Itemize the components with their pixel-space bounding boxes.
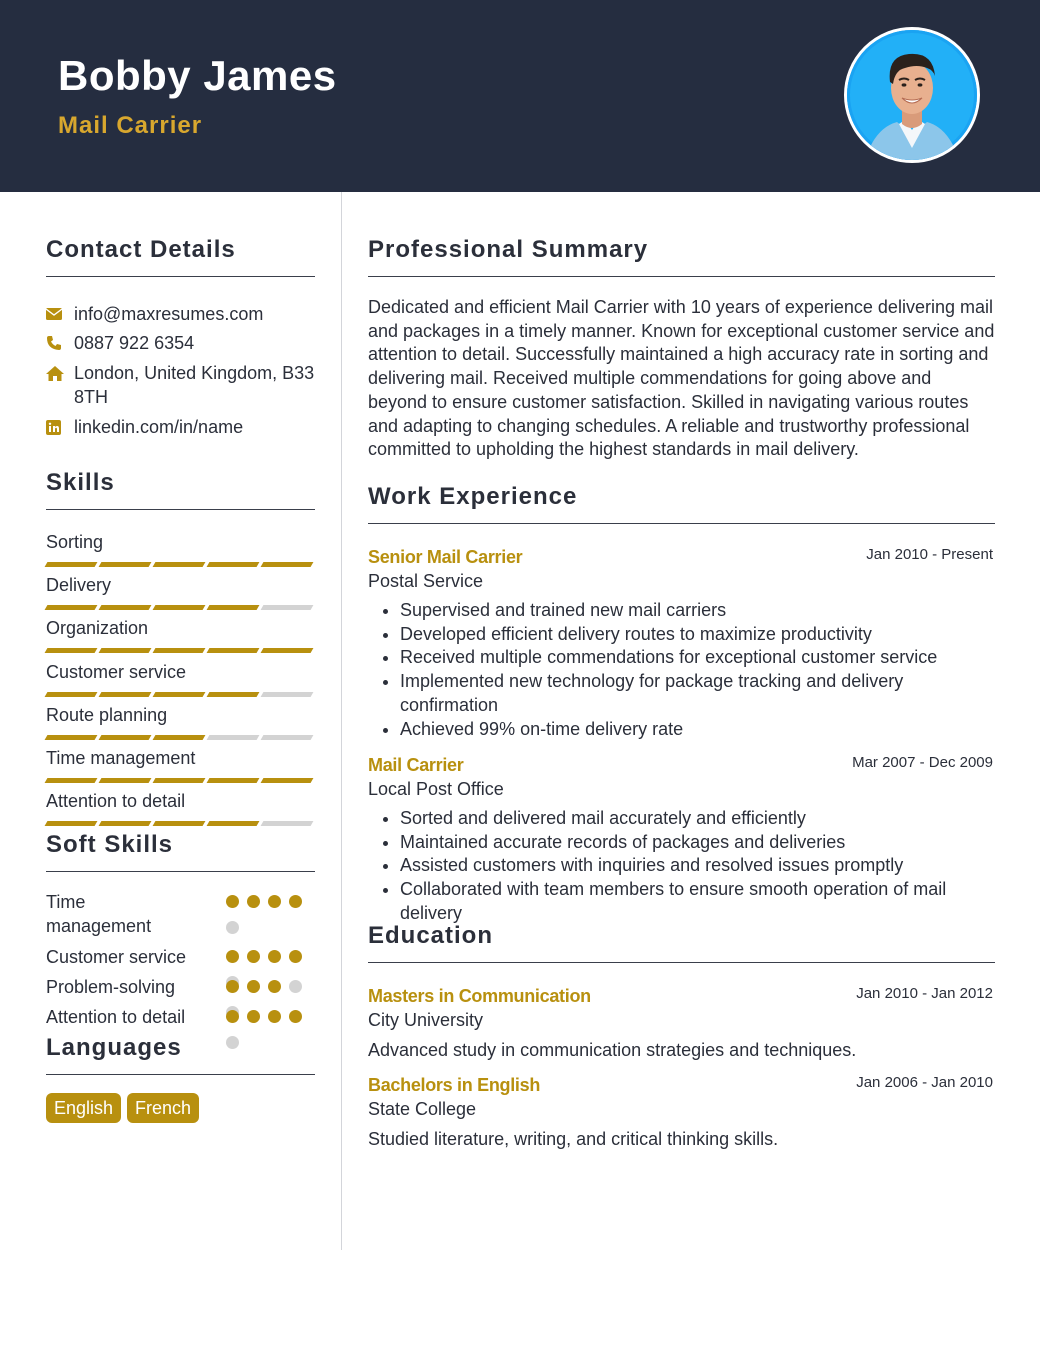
skill-name: Time management [46, 748, 196, 768]
contact-email-text: info@maxresumes.com [74, 304, 264, 324]
soft-skill-item [46, 890, 315, 938]
phone-icon [46, 331, 74, 355]
skill-level-segment [99, 692, 152, 697]
skill-level-segment [207, 648, 260, 653]
rating-dot [268, 980, 281, 993]
skill-level-segment [99, 648, 152, 653]
skill-level-segment [45, 778, 98, 783]
contact-address [46, 361, 315, 409]
contact-phone-text: 0887 922 6354 [74, 333, 195, 353]
skill-level-segment [99, 821, 152, 826]
job-bullet: • Collaborated with team members to ensure smooth operation of mail delivery [400, 878, 995, 925]
soft-skills-section [46, 831, 315, 872]
degree-title: Masters in Communication [368, 986, 591, 1006]
job-bullets [368, 599, 995, 741]
skill-level-segment [153, 562, 206, 567]
skill-level-segment [45, 648, 98, 653]
rating-dot [226, 921, 239, 934]
job-role: Senior Mail Carrier [368, 547, 523, 567]
education-dates: Jan 2006 - Jan 2010 [856, 1074, 993, 1091]
skill-level-bar [46, 648, 315, 653]
skill-item [46, 747, 315, 783]
skill-name: Customer service [46, 661, 187, 682]
job-bullet: • Developed efficient delivery routes to maximize productivity [400, 623, 995, 647]
education-dates: Jan 2010 - Jan 2012 [856, 985, 993, 1002]
job-role: Mail Carrier [368, 755, 464, 775]
experience-section [368, 483, 995, 524]
skill-level-bar [46, 605, 315, 610]
skill-level-segment [207, 735, 260, 740]
skill-level-segment [99, 562, 152, 567]
resume-header [0, 0, 1040, 192]
skill-item [46, 661, 315, 697]
education-entry [368, 1073, 995, 1151]
rating-dot [289, 1010, 302, 1023]
skill-item [46, 790, 315, 826]
education-section [368, 922, 995, 963]
skill-item [46, 531, 315, 567]
rating-dot [289, 950, 302, 963]
job-dates: Mar 2007 - Dec 2009 [852, 754, 993, 771]
job-bullet: • Supervised and trained new mail carriers [400, 599, 995, 623]
contact-address-text: London, United Kingdom, B33 8TH [74, 363, 315, 407]
skill-level-segment [153, 605, 206, 610]
rating-dot [247, 1010, 260, 1023]
column-divider [341, 192, 342, 1250]
soft-skills-heading: Soft Skills [46, 831, 315, 872]
home-icon [46, 361, 74, 385]
skill-name: Sorting [46, 532, 104, 552]
rating-dot [226, 950, 239, 963]
job-company: Local Post Office [368, 779, 504, 799]
rating-dot [226, 980, 239, 993]
skill-level-segment [207, 821, 260, 826]
candidate-name: Bobby James [58, 52, 337, 99]
soft-skill-name: Attention to detail [46, 1007, 186, 1027]
contact-section [46, 236, 315, 277]
job-entry [368, 753, 995, 926]
job-entry [368, 545, 995, 741]
degree-title: Bachelors in English [368, 1075, 541, 1095]
skill-level-segment [207, 778, 260, 783]
skill-level-segment [45, 821, 98, 826]
skill-level-segment [207, 605, 260, 610]
education-description: Advanced study in communication strategies and techniques. [368, 1040, 857, 1060]
skill-level-segment [261, 735, 314, 740]
skill-name: Route planning [46, 704, 168, 725]
job-bullets [368, 807, 995, 926]
job-bullet: • Received multiple commendations for exceptional customer service [400, 646, 995, 670]
skill-level-segment [207, 692, 260, 697]
job-bullet: • Sorted and delivered mail accurately and efficiently [400, 807, 995, 831]
skill-level-segment [261, 562, 314, 567]
soft-skill-name: Customer service [46, 947, 187, 967]
job-company: Postal Service [368, 571, 484, 591]
skill-name: Delivery [46, 575, 112, 596]
skill-level-segment [261, 778, 314, 783]
job-bullet: • Assisted customers with inquiries and resolved issues promptly [400, 854, 995, 878]
rating-dot [247, 950, 260, 963]
language-tag-french: French [127, 1093, 199, 1123]
education-entry [368, 984, 995, 1062]
skill-item [46, 617, 315, 653]
rating-dot [289, 895, 302, 908]
skill-level-segment [45, 735, 98, 740]
summary-section [368, 236, 995, 277]
contact-email[interactable] [46, 302, 315, 326]
soft-skill-item [46, 975, 315, 999]
skill-level-segment [153, 735, 206, 740]
education-description: Studied literature, writing, and critical thinking skills. [368, 1129, 779, 1149]
soft-skill-item [46, 1005, 315, 1029]
envelope-icon [46, 302, 74, 326]
skill-level-bar [46, 735, 315, 740]
rating-dot [226, 895, 239, 908]
contact-linkedin-text: linkedin.com/in/name [74, 417, 244, 437]
rating-dot [268, 895, 281, 908]
skill-level-segment [99, 735, 152, 740]
contact-heading: Contact Details [46, 236, 315, 277]
languages-heading: Languages [46, 1034, 315, 1075]
soft-skill-name: Time management [46, 892, 152, 936]
experience-heading: Work Experience [368, 483, 995, 524]
soft-skill-rating [226, 890, 306, 934]
skill-level-segment [261, 605, 314, 610]
skill-level-segment [99, 778, 152, 783]
skill-level-bar [46, 778, 315, 783]
linkedin-icon [46, 415, 74, 439]
person-portrait-icon [847, 30, 977, 160]
skill-level-segment [99, 605, 152, 610]
skill-name: Attention to detail [46, 791, 186, 812]
skill-level-segment [153, 778, 206, 783]
soft-skill-name: Problem-solving [46, 977, 176, 997]
skill-level-segment [261, 648, 314, 653]
rating-dot [268, 1010, 281, 1023]
skill-level-bar [46, 562, 315, 567]
job-bullet: • Maintained accurate records of packages and deliveries [400, 831, 995, 855]
skills-heading: Skills [46, 469, 315, 510]
skill-name: Organization [46, 618, 149, 639]
job-dates: Jan 2010 - Present [866, 546, 993, 563]
skill-level-segment [261, 692, 314, 697]
candidate-title: Mail Carrier [58, 112, 203, 139]
skill-level-segment [207, 562, 260, 567]
rating-dot [226, 1010, 239, 1023]
school-name: City University [368, 1010, 484, 1030]
profile-photo [844, 27, 980, 163]
soft-skill-item [46, 945, 315, 969]
skill-level-segment [153, 648, 206, 653]
education-heading: Education [368, 922, 995, 963]
school-name: State College [368, 1099, 477, 1119]
skill-level-segment [45, 562, 98, 567]
contact-phone[interactable] [46, 331, 315, 355]
skill-level-segment [45, 605, 98, 610]
languages-list [46, 1093, 199, 1123]
summary-heading: Professional Summary [368, 236, 995, 277]
rating-dot [268, 950, 281, 963]
languages-section [46, 1034, 315, 1075]
rating-dot [289, 980, 302, 993]
job-bullet: • Achieved 99% on-time delivery rate [400, 718, 995, 742]
skill-item [46, 574, 315, 610]
summary-text: Dedicated and efficient Mail Carrier with 10 years of experience delivering mail and packages in a timely manner. Known for exceptional customer service and attention to detail. Successfully maintained a high accuracy rate in sorting and delivering mail. Received multiple commendations for going above and beyond to ensure customer satisfaction. Skilled in navigating various routes and adapting to changing schedules. A reliable and trustworthy professional committed to upholding the highest standards in mail delivery. [368, 297, 995, 460]
skill-item [46, 704, 315, 740]
rating-dot [247, 980, 260, 993]
skill-level-segment [45, 692, 98, 697]
skill-level-segment [261, 821, 314, 826]
skills-section [46, 469, 315, 510]
skill-level-segment [153, 821, 206, 826]
skill-level-bar [46, 692, 315, 697]
rating-dot [247, 895, 260, 908]
job-bullet: • Implemented new technology for package tracking and delivery confirmation [400, 670, 995, 717]
skill-level-bar [46, 821, 315, 826]
contact-linkedin[interactable] [46, 415, 315, 439]
skill-level-segment [153, 692, 206, 697]
language-tag-english: English [46, 1093, 121, 1123]
